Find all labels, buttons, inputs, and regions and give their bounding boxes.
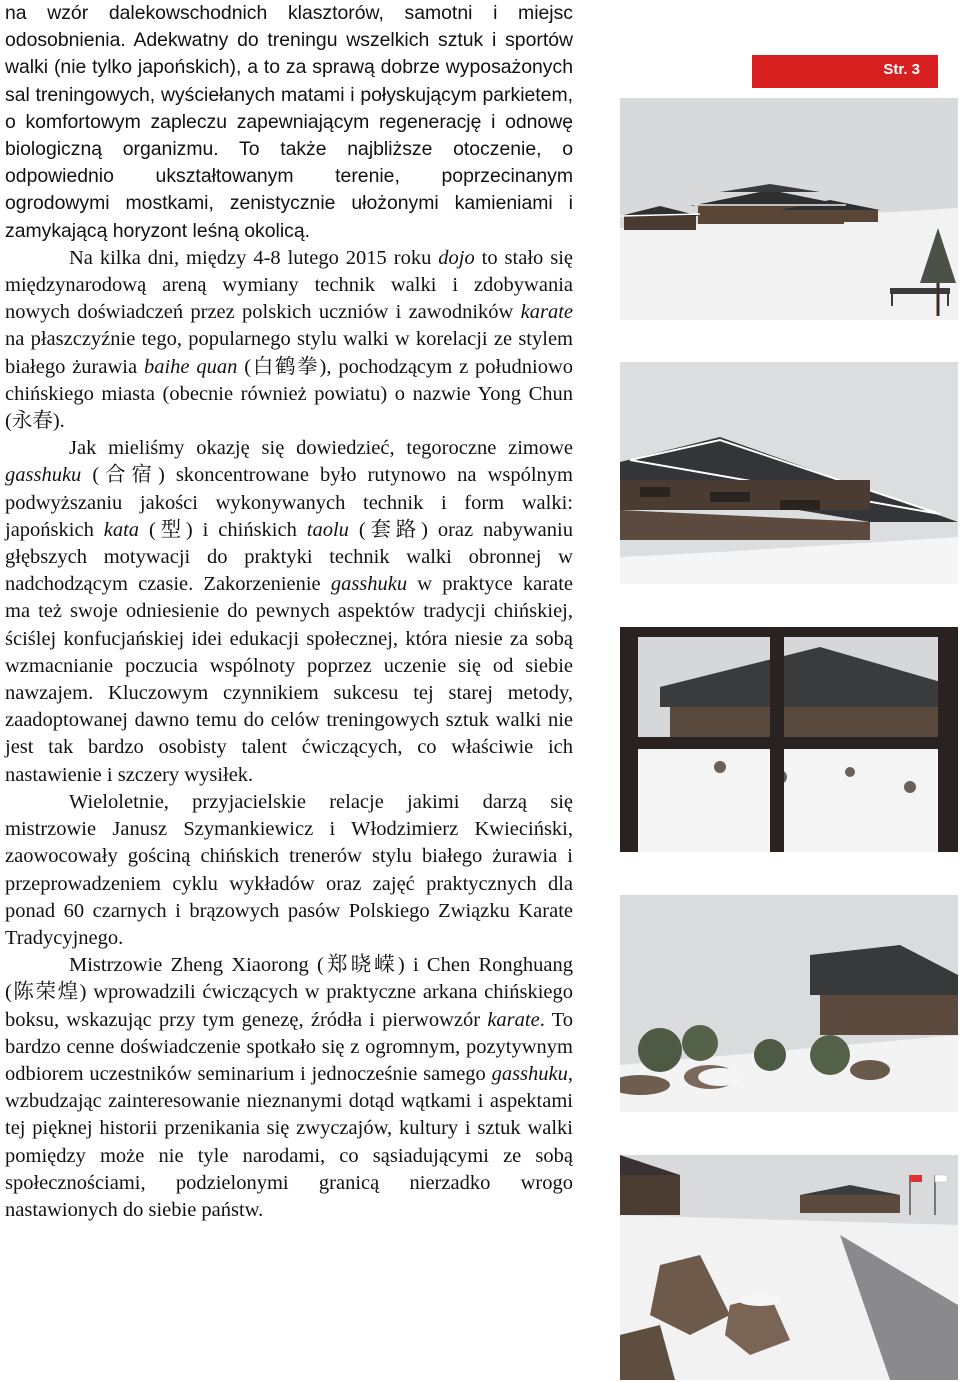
photo-courtyard xyxy=(620,1155,958,1380)
paragraph-3: Jak mieliśmy okazję się dowiedzieć, tegoroczne zimowe gasshuku (合宿) skoncentrowane było rutynowo na wspólnym podwyższaniu jakości wykonywanych technik i form walki: japońskich kata (型) i chińskich taolu (套路) oraz nabywaniu głębszych motywacji do praktyki technik walki obronnej w nadchodzącym czasie. Zakorzenienie gasshuku w praktyce karate ma też swoje odniesienie do pewnych aspektów tradycji chińskiej, ściślej konfucjańskiej idei edukacji społecznej, która niesie za sobą wzmacnianie poczucia wspólnoty poprzez uczenie się od siebie nawzajem. Kluczowym czynnikiem sukcesu tej starej metody, zaadoptowanej dawno temu do celów treningowych sztuk walki nie jest tak bardzo osobisty talent ćwiczących, co właściwie ich nastawienie i szczery wysiłek. xyxy=(5,437,573,786)
paragraph-5: Mistrzowie Zheng Xiaorong (郑晓嵘) i Chen Ronghuang (陈荣煌) wprowadzili ćwiczących w praktyczne arkana chińskiego boksu, wskazując przy tym genezę, źródła i pierwowzór karate. To bardzo cenne doświadczenie spotkało się z ogromnym, pozytywnym odbiorem uczestników seminarium i jednocześnie samego gasshuku, wzbudzając zainteresowanie nieznanymi dotąd wątkami i aspektami tej pięknej historii przenikania się zwyczajów, kultury i sztuk walki pomiędzy może nie tyle narodami, co sąsiadującymi ze sobą społecznościami, podzielonymi granicą nierzadko wrogo nastawionych do siebie państw. xyxy=(5,954,573,1221)
paragraph-1: na wzór dalekowschodnich klasztorów, samotni i miejsc odosobnienia. Adekwatny do treningu wszelkich sztuk i sportów walki (nie tylko japońskich), a to za sprawą dobrze wyposażonych sal treningowych, wyściełanych matami i połyskującym parkietem, o komfortowym zapleczu zapewniającym regenerację i odnowę biologiczną organizmu. To także najbliższe otoczenie, o odpowiednio ukształtowanym terenie, poprzecinanym ogrodowymi mostkami, zenistycznie ułożonymi kamieniami i zamykającą horyzont leśną okolicą. xyxy=(5,2,573,242)
photo-stone-garden xyxy=(620,895,958,1112)
article-column xyxy=(5,0,573,1224)
paragraph-4: Wieloletnie, przyjacielskie relacje jakimi darzą się mistrzowie Janusz Szymankiewicz i Włodzimierz Kwieciński, zaowocowały gościną chińskich trenerów stylu białego żurawia i przeprowadzeniem cyklu wykładów oraz zajęć praktycznych dla ponad 60 czarnych i brązowych pasów Polskiego Związku Karate Tradycyjnego. xyxy=(5,790,573,949)
photo-window-view xyxy=(620,627,958,852)
photo-dojo-hill xyxy=(620,98,958,320)
page-number-badge: Str. 3 xyxy=(752,55,938,88)
photo-dojo-roof xyxy=(620,362,958,584)
paragraph-2: Na kilka dni, między 4-8 lutego 2015 roku dojo to stało się międzynarodową areną wymiany technik walki i zdobywania nowych doświadczeń przez polskich uczniów i zawodników karate na płaszczyźnie tego, popularnego stylu walki w korelacji ze stylem białego żurawia baihe quan (白鹤拳), pochodzącym z południowo chińskiego miasta (obecnie również powiatu) o nazwie Yong Chun (永春). xyxy=(5,246,573,433)
